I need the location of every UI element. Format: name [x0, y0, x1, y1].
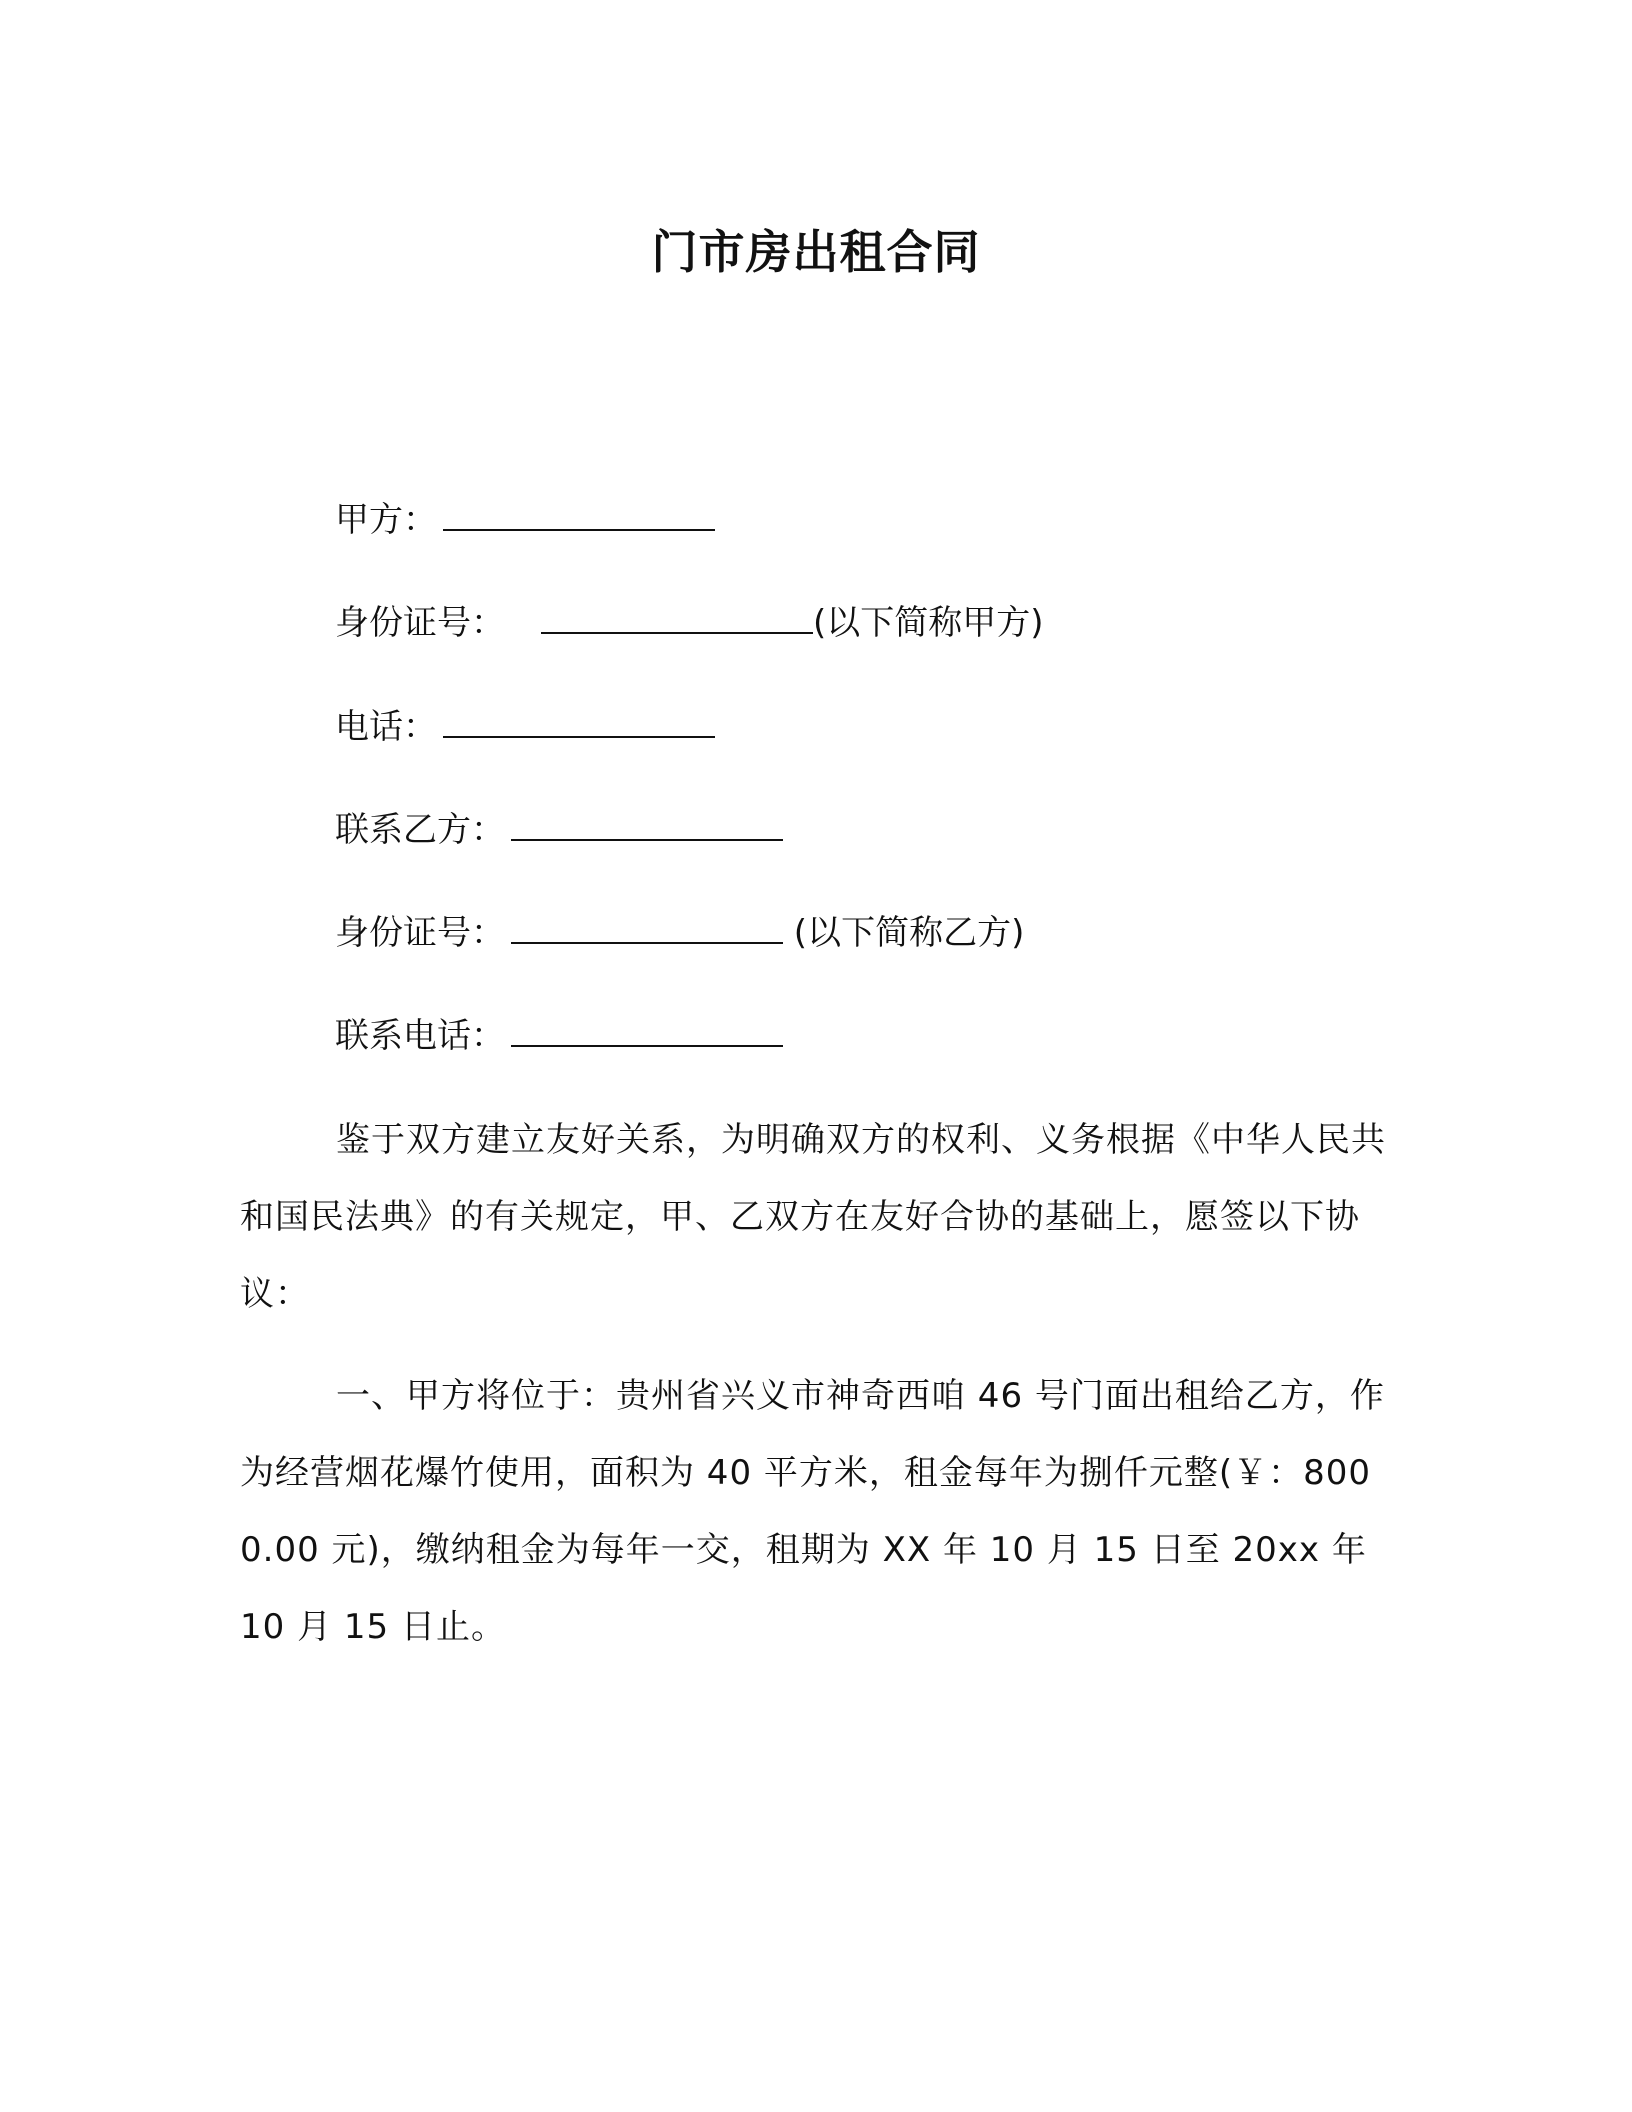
party-b-phone-field	[335, 1011, 783, 1061]
party-a-phone-blank[interactable]	[443, 706, 715, 738]
party-a-id-label: 身份证号：	[335, 603, 505, 643]
preamble-paragraph: 鉴于双方建立友好关系，为明确双方的权利、义务根据《中华人民共和国民法典》的有关规定，甲、乙双方在友好合协的基础上，愿签以下协议：	[240, 1120, 1386, 1314]
party-a-id-suffix: (以下简称甲方)	[813, 603, 1044, 643]
party-b-label: 联系乙方：	[335, 810, 505, 850]
party-a-label: 甲方：	[335, 500, 437, 540]
party-a-phone-field	[335, 702, 715, 752]
party-b-phone-blank[interactable]	[511, 1015, 783, 1047]
document-title: 门市房出租合同	[651, 225, 981, 279]
party-a-id-blank[interactable]	[541, 602, 813, 634]
party-b-blank[interactable]	[511, 809, 783, 841]
party-a-blank[interactable]	[443, 499, 715, 531]
party-b-id-suffix: (以下简称乙方)	[783, 913, 1025, 953]
party-b-field	[335, 805, 783, 855]
party-b-id-field	[335, 908, 1024, 958]
party-b-phone-label: 联系电话：	[335, 1016, 505, 1056]
party-a-id-field	[335, 598, 1044, 648]
party-a-field	[335, 495, 715, 545]
party-b-id-blank[interactable]	[511, 912, 783, 944]
party-b-id-label: 身份证号：	[335, 913, 505, 953]
clause-one-paragraph: 一、甲方将位于：贵州省兴义市神奇西咱 46 号门面出租给乙方，作为经营烟花爆竹使用，面积为 40 平方米，租金每年为捌仟元整(￥：8000.00 元)，缴纳租金为每年一交，租期为 XX 年 10 月 15 日至 20xx 年 10 月 15 日止。	[240, 1376, 1385, 1647]
party-a-phone-label: 电话：	[335, 707, 437, 747]
